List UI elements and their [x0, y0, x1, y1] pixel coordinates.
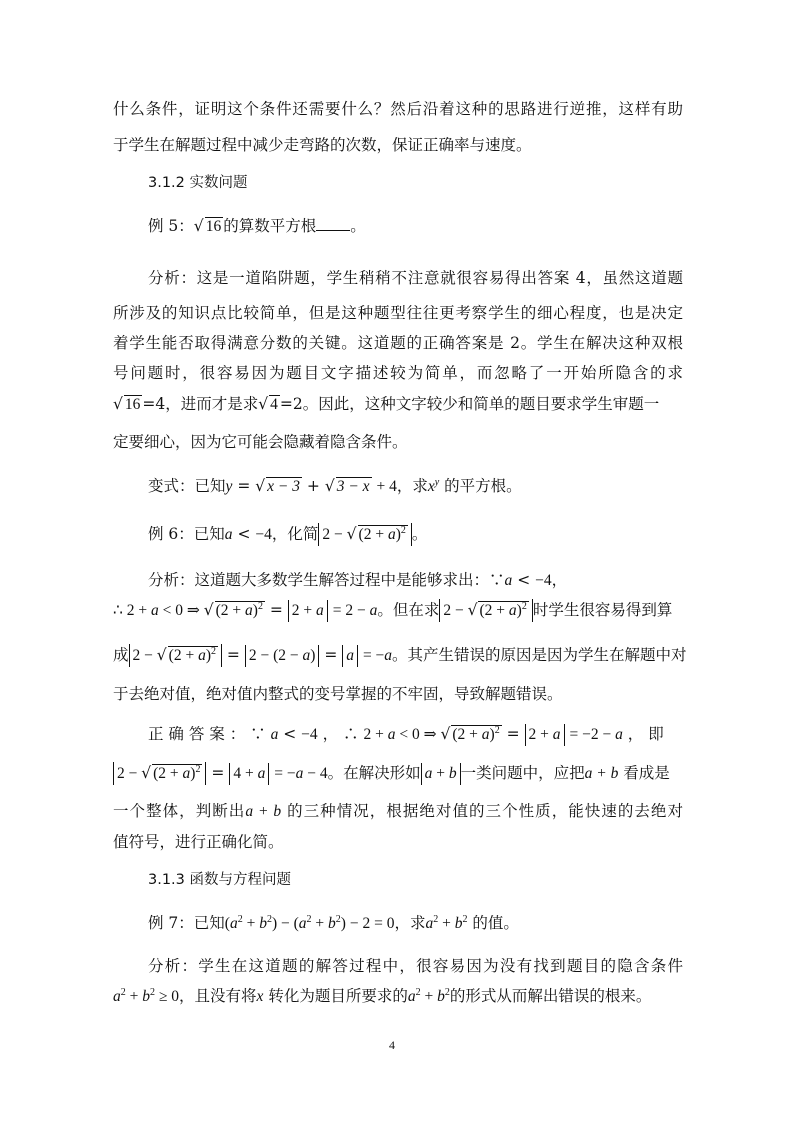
correct-answer-line: 2 − √ $(2 + a)^2 = 4 + a = -a - 4$。在解决形如 a + b 一类问题中，应把a + b 看成是 [113, 762, 683, 785]
example-5: 例 5：√ 16 的算数平方根 。 [148, 217, 366, 235]
analysis-line: 分析：这道题大多数学生解答过程中是能够求出：∵a < −4， [148, 571, 568, 589]
analysis-line: 分析：学生在这道题的解答过程中，很容易因为没有找到题目的隐含条件 [148, 957, 683, 975]
analysis-line: ∴ 2 + a < 0 ⇒ √ $(2 + a)^2 = 2 + a = 2 - a$。但在求 2 − √ $(2 + a)^2$ 时学生很容易得到算 [113, 599, 683, 622]
variant-problem: 变式：已知y = √ x − 3 + √ 3 − x + 4，求$x^y$ 的平方根。 [148, 476, 522, 495]
paragraph-line: 于学生在解题过程中减少走弯路的次数，保证正确率与速度。 [113, 136, 532, 154]
example-6: 例 6：已知a < −4，化简 2 − √ $(2 + a)^2$ 。 [148, 523, 683, 546]
section-heading-3-1-2: 3.1.2 实数问题 [148, 175, 248, 191]
analysis-line: 分析：这是一道陷阱题，学生稍稍不注意就很容易得出答案 4，虽然这道题 [148, 269, 683, 287]
analysis-line: 着学生能否取得满意分数的关键。这道题的正确答案是 2。学生在解决这种双根 [113, 334, 683, 352]
correct-answer-line: 一个整体，判断出a + b 的三种情况，根据绝对值的三个性质，能快速的去绝对 [113, 802, 683, 820]
section-heading-3-1-3: 3.1.3 函数与方程问题 [148, 872, 292, 888]
analysis-line: 所涉及的知识点比较简单，但是这种题型往往更考察学生的细心程度，也是决定 [113, 304, 683, 322]
analysis-line: $a^2 + b^2 \ge 0$，且没有将x 转化为题目所要求的$a^2 + b^2$的形式从而解出错误的根来。 [113, 986, 652, 1005]
correct-answer-line: 值符号，进行正确化简。 [113, 833, 284, 851]
example-7: 例 7：已知$(a^2 + b^2) - (a^2 + b^2) - 2 = 0$，求$a^2 + b^2$ 的值。 [148, 913, 519, 932]
paragraph-line: 什么条件，证明这个条件还需要什么？然后沿着这种的思路进行逆推，这样有助 [113, 100, 683, 118]
analysis-line: √ 16 =4，进而才是求√ 4 =2。因此，这种文字较少和简单的题目要求学生审题一 [113, 395, 660, 413]
analysis-line: 成 2 − √ $(2 + a)^2 = 2 - (2 - a) = a = -a$。其产生错误的原因是因为学生在解题中对 [113, 644, 683, 667]
analysis-line: 于去绝对值，绝对值内整式的变号掌握的不牢固，导致解题错误。 [113, 685, 563, 703]
answer-blank [316, 216, 350, 231]
page-number: 4 [389, 1038, 395, 1052]
analysis-line: 定要细心，因为它可能会隐藏着隐含条件。 [113, 433, 408, 451]
correct-answer-line: 正 确 答 案 ： ∵ a < −4 ， ∴ 2 + a < 0 ⇒ √ $(2 + a)^2 = 2 + a = -2 - a$ ， 即 [148, 723, 683, 746]
analysis-line: 号问题时，很容易因为题目文字描述较为简单，而忽略了一开始所隐含的求 [113, 364, 683, 382]
